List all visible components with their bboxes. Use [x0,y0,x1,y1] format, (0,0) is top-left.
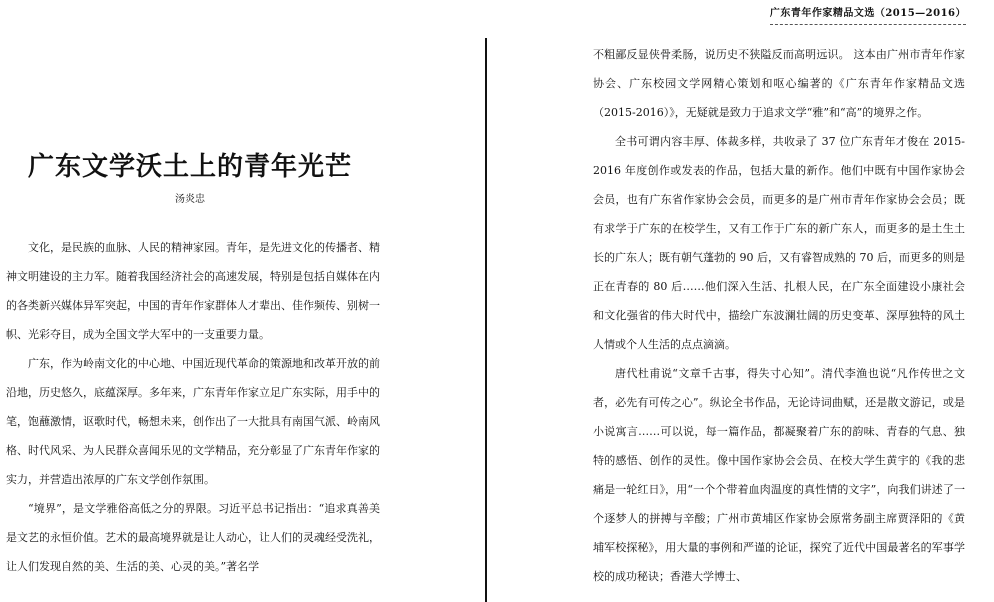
paragraph: 广东，作为岭南文化的中心地、中国近现代革命的策源地和改革开放的前沿地，历史悠久，底蕴深厚。多年来，广东青年作家立足广东实际，用手中的笔，饱蘸激情，讴歌时代，畅想未来，创作出了一大批具有南国气派、岭南风格、时代风采、为人民群众喜闻乐见的文学精品，充分彰显了广东青年作家的实力，并营造出浓厚的广东文学创作氛围。 [6,357,380,486]
running-header: 广东青年作家精品文选（2015—2016） [770,4,966,25]
paragraph: 全书可谓内容丰厚、体裁多样，共收录了 37 位广东青年才俊在 2015-2016 年度创作或发表的作品，包括大量的新作。他们中既有中国作家协会会员，也有广东省作家协会会员，而更多的是广州市青年作家协会会员；既有求学于广东的在校学生，又有工作于广东的新广东人，而更多的是土生土长的广东人；既有朝气蓬勃的 90 后，又有睿智成熟的 70 后，而更多的则是正在青春的 80 后……他们深入生活、扎根人民，在广东全面建设小康社会和文化强省的伟大时代中，描绘广东波澜壮阔的历史变革、深厚独特的风土人情或个人生活的点点滴滴。 [593,135,965,351]
paragraph: 唐代杜甫说“文章千古事，得失寸心知”。清代李渔也说“凡作传世之文者，必先有可传之心”。纵论全书作品，无论诗词曲赋，还是散文游记，或是小说寓言……可以说，每一篇作品，都凝聚着广东的韵味、青春的气息、独特的感悟、创作的灵性。像中国作家协会会员、在校大学生黄宇的《我的悲痛是一轮红日》，用“一个个带着血肉温度的真性情的文字”，向我们讲述了一个逐梦人的拼搏与辛酸；广州市黄埔区作家协会原常务副主席贾泽阳的《黄埔军校探秘》，用大量的事例和严谨的论证，探究了近代中国最著名的军事学校的成功秘诀；香港大学博士、 [593,367,965,583]
paragraph-continuation: 不粗鄙反显侠骨柔肠，说历史不狭隘反而高明远识。 这本由广州市青年作家协会、广东校园文学网精心策划和呕心编著的《广东青年作家精品文选（2015-2016）》，无疑就是致力于追求文学“雅”和“高”的境界之作。 [593,48,965,119]
paragraph: “境界”，是文学雅俗高低之分的界限。习近平总书记指出：“追求真善美是文艺的永恒价值。艺术的最高境界就是让人动心，让人们的灵魂经受洗礼，让人们发现自然的美、生活的美、心灵的美。”著名学 [6,502,380,573]
right-page [487,0,994,602]
right-body-text [593,40,965,591]
left-page [0,0,486,602]
left-body-text [6,233,380,581]
article-author: 汤炎忠 [175,194,205,205]
article-title: 广东文学沃土上的青年光芒 [27,152,352,182]
paragraph: 文化，是民族的血脉、人民的精神家园。青年，是先进文化的传播者、精神文明建设的主力军。随着我国经济社会的高速发展，特别是包括自媒体在内的各类新兴媒体异军突起，中国的青年作家群体人才辈出、佳作频传、别树一帜、光彩夺目，成为全国文学大军中的一支重要力量。 [6,241,380,341]
